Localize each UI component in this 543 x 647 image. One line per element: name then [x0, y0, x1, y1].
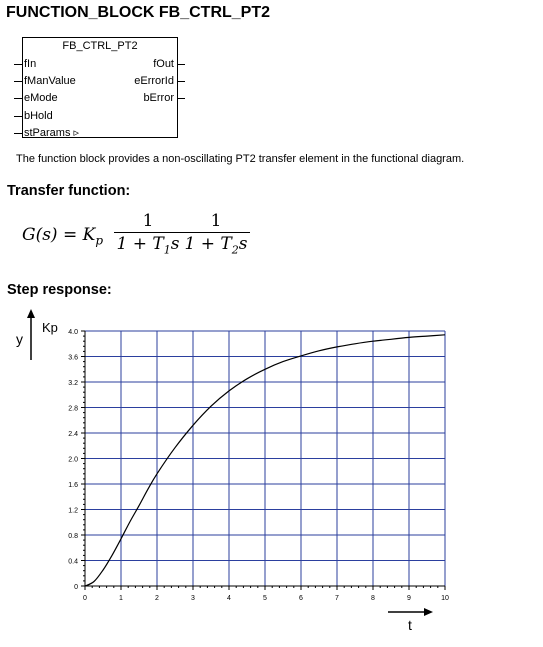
x-tick-label: 7	[335, 595, 339, 602]
function-block-diagram	[14, 37, 194, 141]
y-tick-label: 0.4	[68, 558, 78, 566]
input-pin-fIn: fIn	[24, 58, 37, 70]
x-tick-label: 2	[155, 595, 159, 602]
transfer-function-heading: Transfer function:	[7, 183, 131, 199]
y-arrow-head	[27, 309, 35, 318]
y-tick-label: 4.0	[68, 329, 78, 336]
output-pin-line	[177, 64, 185, 65]
function-block-name: FB_CTRL_PT2	[62, 40, 138, 52]
fraction-1: 1 $1 + T_1s$	[114, 212, 182, 259]
output-pin-bError: bError	[143, 92, 174, 105]
input-pin-line	[14, 98, 22, 99]
step-response-chart	[0, 300, 543, 647]
description-text: The function block provides a non-oscillating PT2 transfer element in the functional diagram.	[16, 153, 465, 165]
input-pin-line	[14, 81, 22, 82]
y-tick-label: 3.6	[68, 354, 78, 362]
x-tick-label: 9	[407, 595, 411, 602]
y-axis-label: y	[16, 331, 23, 347]
output-pin-line	[177, 98, 185, 99]
output-pin-line	[177, 81, 185, 82]
x-arrow-head	[424, 608, 433, 616]
y-tick-label: 2.0	[68, 456, 78, 464]
y-tick-label: 2.8	[68, 405, 78, 413]
x-tick-label: 1	[119, 595, 123, 602]
input-pin-line	[14, 116, 22, 117]
input-pin-line	[14, 64, 22, 65]
kp-marker-label: Kp	[42, 320, 58, 335]
output-pin-eErrorId: eErrorId	[134, 75, 174, 88]
x-tick-label: 6	[299, 595, 303, 602]
y-tick-label: 3.2	[68, 380, 78, 387]
x-tick-label: 0	[83, 595, 87, 602]
output-pin-fOut: fOut	[153, 58, 174, 70]
fraction-2: 1 $1 + T_2s$	[182, 212, 250, 259]
y-tick-label: 2.4	[68, 431, 78, 438]
step-response-heading: Step response:	[7, 282, 112, 298]
transfer-formula	[22, 212, 262, 262]
y-tick-label: 0	[74, 584, 78, 591]
y-tick-label: 1.6	[68, 482, 78, 489]
page-title: FUNCTION_BLOCK FB_CTRL_PT2	[6, 4, 271, 21]
x-tick-label: 5	[263, 595, 267, 602]
x-tick-label: 10	[441, 595, 449, 602]
x-tick-label: 8	[371, 595, 375, 602]
input-pin-line	[14, 133, 22, 134]
input-pin-bHold: bHold	[24, 109, 53, 122]
input-pin-fManValue: fManValue	[24, 75, 76, 88]
x-tick-label: 4	[227, 595, 231, 602]
x-axis-label: t	[408, 617, 412, 633]
y-tick-label: 1.2	[68, 507, 78, 515]
input-pin-eMode: eMode	[24, 92, 58, 105]
x-tick-label: 3	[191, 595, 195, 602]
y-tick-label: 0.8	[68, 533, 78, 540]
input-pin-stParams: stParams ▹	[24, 126, 80, 139]
formula-lhs: $G(s) = K_p$	[22, 225, 104, 248]
